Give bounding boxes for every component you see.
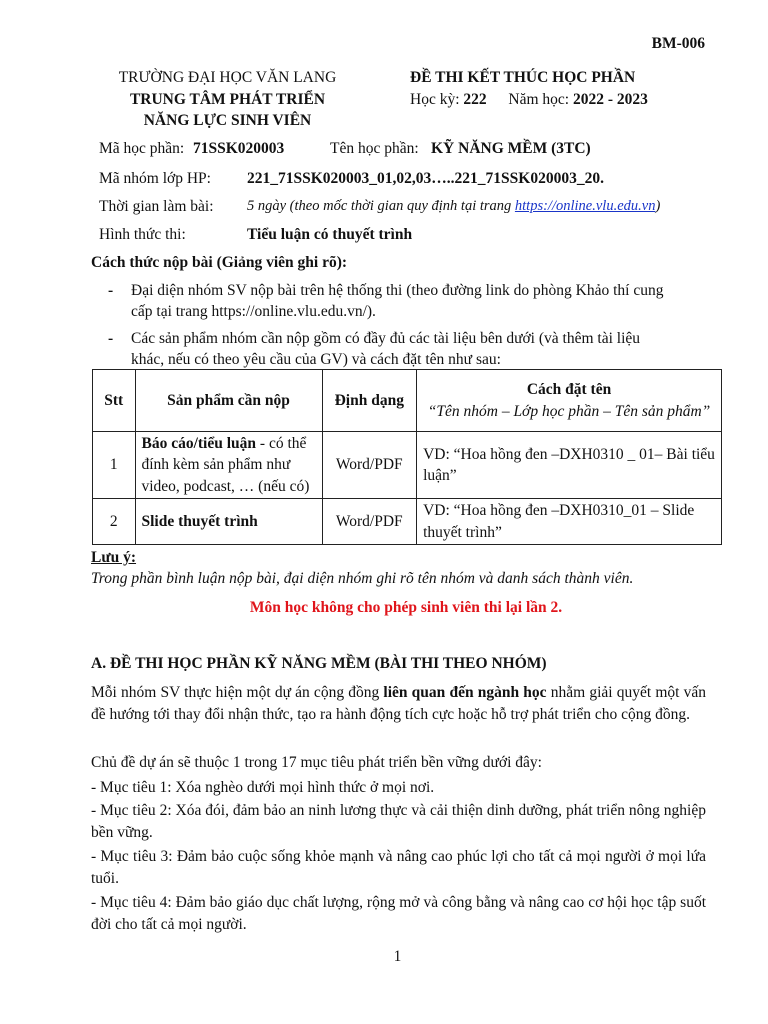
center-name-line2: NĂNG LỰC SINH VIÊN bbox=[143, 112, 312, 129]
row-product-bold: Slide thuyết trình bbox=[141, 512, 258, 530]
form-value: Tiểu luận có thuyết trình bbox=[247, 226, 413, 243]
row-format: Word/PDF bbox=[322, 499, 417, 545]
row-product-rest: - có thể đính kèm sản phẩm như video, podcast, … (nếu có) bbox=[141, 435, 310, 495]
row-format: Word/PDF bbox=[322, 432, 417, 499]
bullet-1: - bbox=[108, 282, 114, 299]
bullet-1-line1: Đại diện nhóm SV nộp bài trên hệ thống thi (theo đường link do phòng Khảo thí cung bbox=[131, 282, 664, 299]
row-product bbox=[135, 499, 322, 545]
section-a-intro: Chủ đề dự án sẽ thuộc 1 trong 17 mục tiêu phát triển bền vững dưới đây: bbox=[91, 754, 542, 771]
goal-item: - Mục tiêu 1: Xóa nghèo dưới mọi hình thức ở mọi nơi. bbox=[91, 779, 435, 796]
submission-table bbox=[92, 369, 722, 545]
university-name: TRƯỜNG ĐẠI HỌC VĂN LANG bbox=[118, 69, 337, 86]
semester-value: 222 bbox=[463, 91, 487, 108]
row-product-bold: Báo cáo/tiểu luận bbox=[141, 435, 257, 452]
bullet-2-line1: Các sản phẩm nhóm cần nộp gồm có đầy đủ các tài liệu bên dưới (và thêm tài liệu bbox=[131, 330, 641, 347]
time-close: ) bbox=[655, 198, 661, 214]
header-product: Sản phẩm cần nộp bbox=[135, 370, 322, 432]
header-format: Định dạng bbox=[322, 370, 417, 432]
bullet-1-line2: cấp tại trang https://online.vlu.edu.vn/). bbox=[131, 303, 376, 320]
time-text: 5 ngày (theo mốc thời gian quy định tại trang bbox=[247, 198, 512, 214]
semester-label: Học kỳ: bbox=[410, 91, 460, 108]
year-value: 2022 - 2023 bbox=[572, 91, 648, 108]
table-row bbox=[93, 432, 722, 499]
no-retake-warning: Môn học không cho phép sinh viên thi lại lần 2. bbox=[249, 599, 563, 616]
section-a-heading: A. ĐỀ THI HỌC PHẦN KỸ NĂNG MỀM (BÀI THI THEO NHÓM) bbox=[91, 655, 547, 672]
row-naming: VD: “Hoa hồng đen –DXH0310_01 – Slide thuyết trình” bbox=[417, 499, 722, 545]
p1-bold: liên quan đến ngành học bbox=[383, 684, 547, 701]
time-label: Thời gian làm bài: bbox=[99, 198, 214, 215]
table-header-row bbox=[93, 370, 722, 432]
row-stt: 1 bbox=[93, 432, 136, 499]
row-naming: VD: “Hoa hồng đen –DXH0310 _ 01– Bài tiểu luận” bbox=[417, 432, 722, 499]
document-code: BM-006 bbox=[651, 35, 705, 52]
group-value: 221_71SSK020003_01,02,03…..221_71SSK020003_20. bbox=[247, 170, 604, 187]
header-stt: Stt bbox=[93, 370, 136, 432]
goal-item: - Mục tiêu 3: Đảm bảo cuộc sống khỏe mạnh và nâng cao phúc lợi cho tất cả mọi người ở mọi lứa tuổi. bbox=[91, 848, 706, 887]
online-link[interactable]: https://online.vlu.edu.vn bbox=[514, 198, 656, 214]
center-name-line1: TRUNG TÂM PHÁT TRIỂN bbox=[129, 91, 326, 108]
course-code-value: 71SSK020003 bbox=[193, 140, 285, 157]
page-number: 1 bbox=[393, 948, 402, 965]
course-code-label: Mã học phần: bbox=[99, 140, 185, 157]
note-label: Lưu ý: bbox=[91, 549, 137, 566]
p1-end: nhằm giải quyết một vấn đề hướng tới thay đổi nhận thức, tạo ra hành động tích cực hoặc hỗ trợ phát triển cho cộng đồng. bbox=[91, 684, 706, 723]
section-a-paragraph bbox=[91, 682, 706, 725]
note-text: Trong phần bình luận nộp bài, đại diện nhóm ghi rõ tên nhóm và danh sách thành viên. bbox=[91, 570, 634, 587]
header-naming-title: Cách đặt tên bbox=[526, 381, 612, 399]
row-product bbox=[135, 432, 322, 499]
semester-line bbox=[410, 89, 648, 111]
group-label: Mã nhóm lớp HP: bbox=[99, 170, 211, 187]
submission-heading: Cách thức nộp bài (Giảng viên ghi rõ): bbox=[91, 254, 348, 271]
bullet-2: - bbox=[108, 330, 114, 347]
header-naming bbox=[417, 370, 722, 432]
goal-item: - Mục tiêu 4: Đảm bảo giáo dục chất lượng, rộng mở và công bằng và nâng cao cơ hội học tập suốt đời cho tất cả mọi người. bbox=[91, 894, 706, 933]
year-label: Năm học: bbox=[508, 91, 570, 108]
header-naming-subtitle: “Tên nhóm – Lớp học phần – Tên sản phẩm” bbox=[427, 402, 711, 420]
goal-item: - Mục tiêu 2: Xóa đói, đảm bảo an ninh lương thực và cải thiện dinh dưỡng, phát triển nông nghiệp bền vững. bbox=[91, 802, 706, 841]
form-label: Hình thức thi: bbox=[99, 226, 186, 243]
table-row bbox=[93, 499, 722, 545]
exam-title: ĐỀ THI KẾT THÚC HỌC PHẦN bbox=[410, 69, 636, 86]
course-name-label: Tên học phần: bbox=[330, 140, 419, 157]
row-stt: 2 bbox=[93, 499, 136, 545]
course-name-value: KỸ NĂNG MỀM (3TC) bbox=[431, 140, 591, 157]
bullet-2-line2: khác, nếu có theo yêu cầu của GV) và cách đặt tên như sau: bbox=[131, 351, 501, 368]
time-value bbox=[247, 196, 660, 216]
p1-start: Mỗi nhóm SV thực hiện một dự án cộng đồng bbox=[91, 684, 384, 701]
